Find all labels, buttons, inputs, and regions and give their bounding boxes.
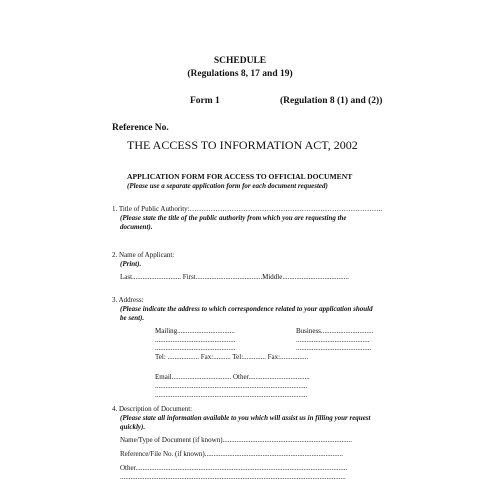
section-3-instruction-line-1: (Please indicate the address to which correspondence related to your application should — [120, 305, 373, 313]
mailing-address-line-3[interactable]: .............................................. — [155, 344, 236, 352]
section-4-instruction-line-2: quickly). — [120, 423, 146, 431]
reference-number-label: Reference No. — [112, 123, 169, 133]
other-document-info-line-2[interactable]: ................................................................................................................................. — [120, 473, 346, 481]
business-address-line-2[interactable]: .......................................... — [296, 336, 370, 344]
tel-fax-line[interactable]: Tel: .................. Fax:.......... Tel:............. Fax:................ — [155, 353, 309, 361]
section-2-instruction: (Print). — [120, 260, 142, 268]
application-form-title: APPLICATION FORM FOR ACCESS TO OFFICIAL DOCUMENT — [127, 172, 353, 181]
other-document-info-field[interactable]: Other......................................................................................................................... — [120, 464, 348, 472]
section-1-label: 1. Title of Public Authority:……………………………………………………………………….. — [112, 205, 383, 213]
applicant-name-line[interactable]: Last............................ First......................................Middle...................................... — [120, 273, 349, 281]
document-name-type-field[interactable]: Name/Type of Document (if known).......................................................................... — [120, 436, 353, 444]
section-1-instruction-line-2: document). — [120, 223, 153, 231]
regulation-reference: (Regulation 8 (1) and (2)) — [280, 96, 383, 106]
application-form-note: (Please use a separate application form for each document requested) — [127, 182, 328, 190]
section-3-instruction-line-2: be sent). — [120, 314, 145, 322]
section-3-label: 3. Address: — [112, 296, 144, 304]
section-1-instruction-line-1: (Please state the title of the public authority from which you are requesting the — [120, 214, 347, 222]
regulations-subtitle: (Regulations 8, 17 and 19) — [187, 69, 293, 79]
section-4-label: 4. Description of Document: — [112, 405, 193, 413]
other-address-line-1[interactable]: ....................................................................................... — [155, 382, 308, 390]
act-title: THE ACCESS TO INFORMATION ACT, 2002 — [127, 138, 358, 152]
section-4-instruction-line-1: (Please state all information available to you which will assist us in filling your request — [120, 414, 371, 422]
reference-file-number-field[interactable]: Reference/File No. (if known)............................................................................... — [120, 450, 343, 458]
business-address-line-3[interactable]: ........................................... — [296, 344, 372, 352]
form-number: Form 1 — [190, 96, 220, 106]
other-address-line-2[interactable]: ....................................................................................... — [155, 391, 308, 399]
mailing-address-line-2[interactable]: .............................................. — [155, 336, 236, 344]
mailing-address-field[interactable]: Mailing................................. — [155, 327, 235, 335]
schedule-title: SCHEDULE — [213, 56, 267, 66]
business-address-field[interactable]: Business.............................. — [296, 327, 374, 335]
email-other-line[interactable]: Email.................................. Other................................... — [155, 373, 310, 381]
section-2-label: 2. Name of Applicant: — [112, 251, 175, 259]
